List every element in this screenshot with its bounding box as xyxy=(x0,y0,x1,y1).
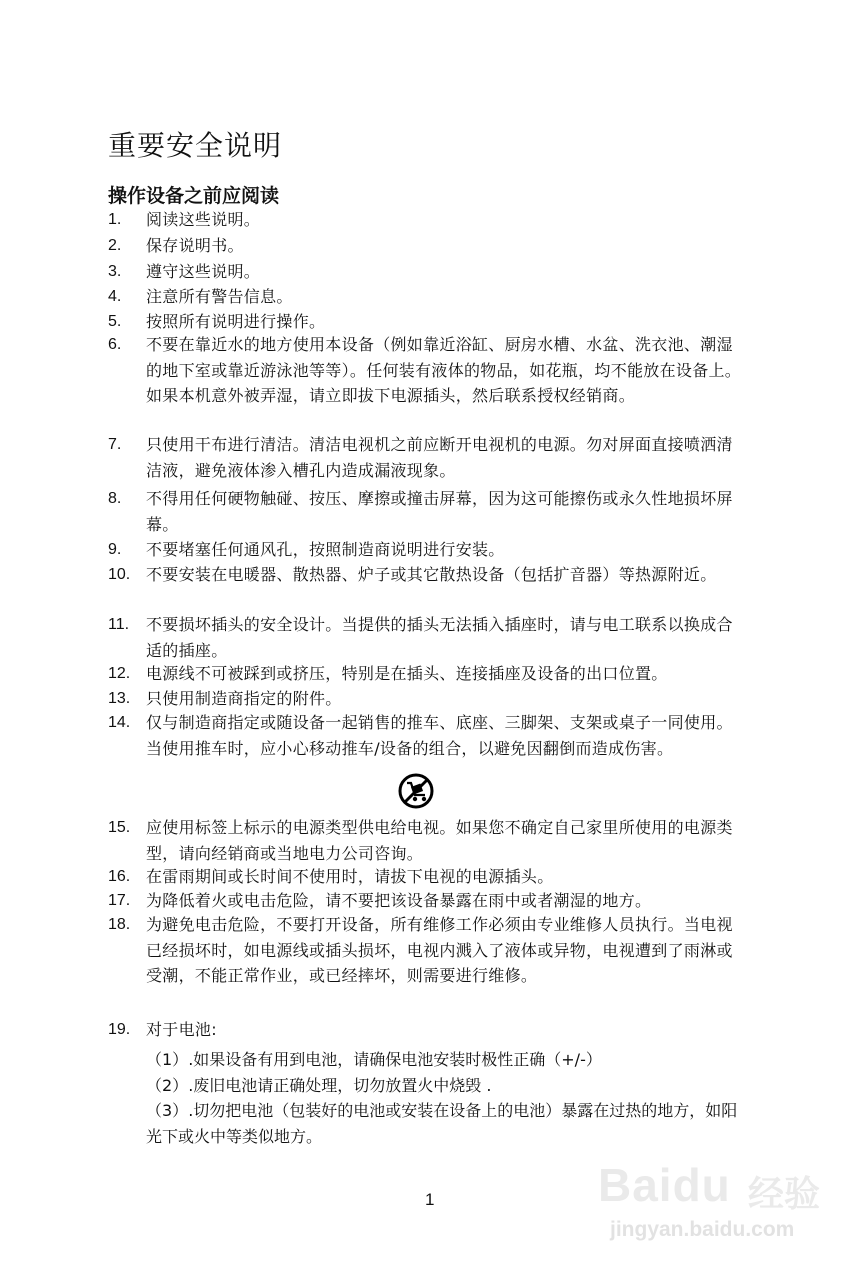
note-text: .废旧电池请正确处理，切勿放置火中烧毁 . xyxy=(188,1076,492,1095)
list-item xyxy=(108,259,748,285)
item-number: 10. xyxy=(108,566,131,583)
section-subtitle: 操作设备之前应阅读 xyxy=(108,185,280,207)
battery-note xyxy=(146,1098,746,1149)
list-item xyxy=(108,1017,748,1043)
item-text: 不要安装在电暖器、散热器、炉子或其它散热设备（包括扩音器）等热源附近。 xyxy=(146,565,717,584)
note-text: .如果设备有用到电池，请确保电池安装时极性正确（+/-） xyxy=(188,1050,602,1069)
baidu-jingyan-watermark xyxy=(598,1158,843,1258)
list-item xyxy=(108,612,748,663)
item-number: 1. xyxy=(108,211,122,228)
list-item xyxy=(108,661,748,687)
list-item xyxy=(108,710,748,761)
item-number: 14. xyxy=(108,714,131,731)
item-number: 4. xyxy=(108,288,122,305)
note-prefix: （3） xyxy=(146,1101,189,1120)
item-number: 17. xyxy=(108,892,131,909)
list-item xyxy=(108,888,748,914)
item-text: 不要损坏插头的安全设计。当提供的插头无法插入插座时，请与电工联系以换成合适的插座。 xyxy=(146,615,733,660)
item-number: 18. xyxy=(108,916,131,933)
item-text: 仅与制造商指定或随设备一起销售的推车、底座、三脚架、支架或桌子一同使用。当使用推车时，应小心移动推车/设备的组合，以避免因翻倒而造成伤害。 xyxy=(146,713,733,758)
item-text: 阅读这些说明。 xyxy=(146,210,261,229)
list-item xyxy=(108,432,748,483)
item-text: 为降低着火或电击危险，请不要把该设备暴露在雨中或者潮湿的地方。 xyxy=(146,891,652,910)
battery-note xyxy=(146,1047,746,1073)
item-text: 为避免电击危险，不要打开设备，所有维修工作必须由专业维修人员执行。当电视已经损坏时，如电源线或插头损坏，电视内溅入了液体或异物，电视遭到了雨淋或受潮，不能正常作业，或已经摔坏，则需要进行维修。 xyxy=(146,915,733,985)
item-number: 2. xyxy=(108,237,122,254)
item-text: 遵守这些说明。 xyxy=(146,262,261,281)
note-prefix: （1） xyxy=(146,1050,189,1069)
item-number: 6. xyxy=(108,336,122,353)
item-number: 5. xyxy=(108,313,122,330)
item-number: 13. xyxy=(108,690,131,707)
item-text: 注意所有警告信息。 xyxy=(146,287,293,306)
watermark-url: jingyan.baidu.com xyxy=(610,1218,795,1241)
item-text: 只使用制造商指定的附件。 xyxy=(146,689,342,708)
list-item xyxy=(108,912,748,989)
item-number: 8. xyxy=(108,490,122,507)
item-text: 不得用任何硬物触碰、按压、摩擦或撞击屏幕，因为这可能擦伤或永久性地损坏屏幕。 xyxy=(146,489,733,534)
item-number: 19. xyxy=(108,1021,131,1038)
list-item xyxy=(108,309,748,335)
item-text: 只使用干布进行清洁。清洁电视机之前应断开电视机的电源。勿对屏面直接喷洒清洁液，避免液体渗入槽孔内造成漏液现象。 xyxy=(146,435,733,480)
page-number: 1 xyxy=(425,1190,435,1209)
item-number: 16. xyxy=(108,868,131,885)
list-item xyxy=(108,284,748,310)
list-item xyxy=(108,332,748,409)
item-number: 3. xyxy=(108,263,122,280)
list-item xyxy=(108,864,748,890)
item-number: 15. xyxy=(108,819,131,836)
note-text: .切勿把电池（包装好的电池或安装在设备上的电池）暴露在过热的地方，如阳光下或火中等类似地方。 xyxy=(146,1101,738,1146)
item-text: 不要堵塞任何通风孔，按照制造商说明进行安装。 xyxy=(146,540,505,559)
item-text: 不要在靠近水的地方使用本设备（例如靠近浴缸、厨房水槽、水盆、洗衣池、潮湿的地下室或靠近游泳池等等）。任何装有液体的物品，如花瓶，均不能放在设备上。如果本机意外被弄湿，请立即拔下电源插头，然后联系授权经销商。 xyxy=(146,335,742,405)
item-text: 电源线不可被踩到或挤压，特别是在插头、连接插座及设备的出口位置。 xyxy=(146,664,668,683)
item-text: 在雷雨期间或长时间不使用时，请拔下电视的电源插头。 xyxy=(146,867,554,886)
item-text: 对于电池: xyxy=(146,1020,217,1039)
watermark-brand: 经验 xyxy=(748,1174,821,1215)
list-item xyxy=(108,537,748,563)
list-item xyxy=(108,686,748,712)
list-item xyxy=(108,815,748,866)
list-item xyxy=(108,486,748,537)
tipping-cart-warning-icon xyxy=(398,773,434,809)
page-title: 重要安全说明 xyxy=(108,129,283,162)
list-item xyxy=(108,233,748,259)
list-item xyxy=(108,207,748,233)
item-number: 7. xyxy=(108,436,122,453)
item-number: 9. xyxy=(108,541,122,558)
battery-note xyxy=(146,1073,746,1099)
note-prefix: （2） xyxy=(146,1076,189,1095)
item-number: 12. xyxy=(108,665,131,682)
list-item xyxy=(108,562,748,588)
watermark-logo: Baidu xyxy=(598,1159,731,1211)
item-text: 按照所有说明进行操作。 xyxy=(146,312,326,331)
item-number: 11. xyxy=(108,616,130,633)
item-text: 保存说明书。 xyxy=(146,236,244,255)
item-text: 应使用标签上标示的电源类型供电给电视。如果您不确定自己家里所使用的电源类型，请向经销商或当地电力公司咨询。 xyxy=(146,818,733,863)
